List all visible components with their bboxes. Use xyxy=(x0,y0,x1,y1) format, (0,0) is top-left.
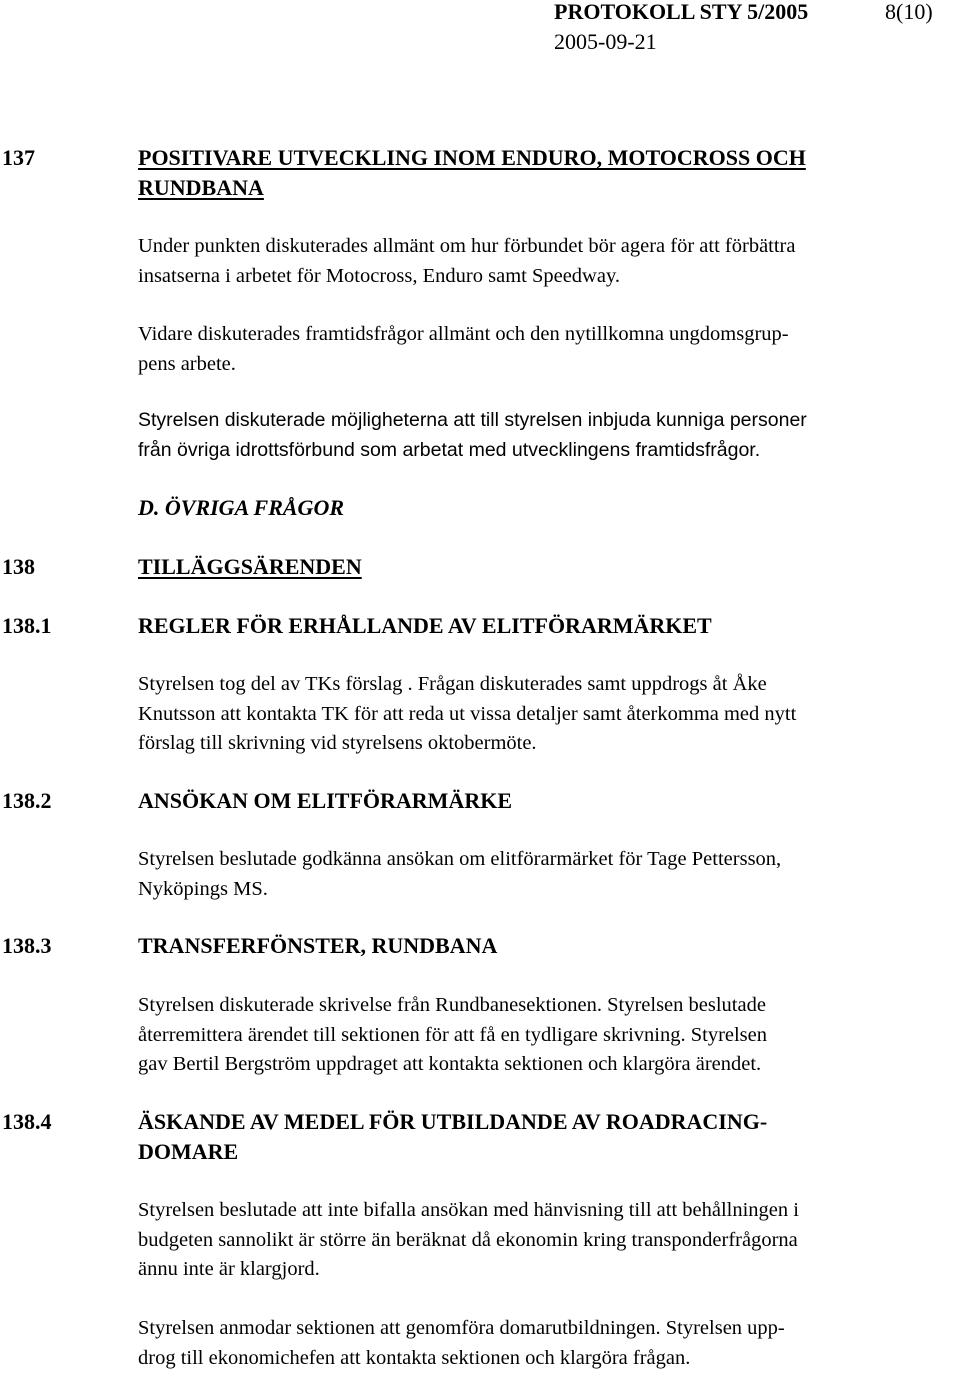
item-137-paragraph-2 xyxy=(138,320,958,379)
item-number-138: 138 xyxy=(2,554,35,580)
item-138-4-paragraph-2 xyxy=(138,1314,958,1373)
item-number-138-4: 138.4 xyxy=(2,1109,52,1135)
text-line: Vidare diskuterades framtidsfrågor allmänt och den nytillkomna ungdomsgrup- xyxy=(138,320,958,350)
text-line: Styrelsen diskuterade möjligheterna att till styrelsen inbjuda kunniga personer xyxy=(138,406,958,436)
item-138-1-paragraph xyxy=(138,670,958,759)
item-138-2-paragraph xyxy=(138,845,958,904)
document-date: 2005-09-21 xyxy=(554,29,657,55)
document-title: PROTOKOLL STY 5/2005 xyxy=(554,0,808,25)
text-line: förslag till skrivning vid styrelsens oktobermöte. xyxy=(138,729,958,759)
text-line: Styrelsen beslutade godkänna ansökan om elitförarmärket för Tage Pettersson, xyxy=(138,845,958,875)
item-138-3-title: TRANSFERFÖNSTER, RUNDBANA xyxy=(138,933,497,959)
item-138-2-title: ANSÖKAN OM ELITFÖRARMÄRKE xyxy=(138,788,512,814)
item-number-138-2: 138.2 xyxy=(2,788,52,814)
item-138-3-paragraph xyxy=(138,991,958,1080)
item-137-title-line-2: RUNDBANA xyxy=(138,175,264,201)
item-number-138-3: 138.3 xyxy=(2,933,52,959)
text-line: återremittera ärendet till sektionen för att få en tydligare skrivning. Styrelsen xyxy=(138,1021,958,1051)
item-number-137: 137 xyxy=(2,145,35,171)
text-line: insatserna i arbetet för Motocross, Enduro samt Speedway. xyxy=(138,262,958,292)
item-137-title-line-1: POSITIVARE UTVECKLING INOM ENDURO, MOTOCROSS OCH xyxy=(138,145,806,171)
text-line: gav Bertil Bergström uppdraget att kontakta sektionen och klargöra ärendet. xyxy=(138,1050,958,1080)
text-line: drog till ekonomichefen att kontakta sektionen och klargöra frågan. xyxy=(138,1344,958,1373)
text-line: ännu inte är klargjord. xyxy=(138,1255,958,1285)
text-line: Knutsson att kontakta TK för att reda ut vissa detaljer samt återkomma med nytt xyxy=(138,700,958,730)
text-line: Styrelsen diskuterade skrivelse från Rundbanesektionen. Styrelsen beslutade xyxy=(138,991,958,1021)
item-138-1-title: REGLER FÖR ERHÅLLANDE AV ELITFÖRARMÄRKET xyxy=(138,613,712,639)
page-number: 8(10) xyxy=(885,0,933,25)
item-number-138-1: 138.1 xyxy=(2,613,52,639)
text-line: budgeten sannolikt är större än beräknat då ekonomin kring transponderfrågorna xyxy=(138,1226,958,1256)
text-line: Styrelsen tog del av TKs förslag . Frågan diskuterades samt uppdrogs åt Åke xyxy=(138,670,958,700)
text-line: från övriga idrottsförbund som arbetat med utvecklingens framtidsfrågor. xyxy=(138,436,958,466)
section-d-heading: D. ÖVRIGA FRÅGOR xyxy=(138,495,344,521)
item-137-paragraph-1 xyxy=(138,232,958,291)
text-line: Under punkten diskuterades allmänt om hur förbundet bör agera för att förbättra xyxy=(138,232,958,262)
text-line: Nyköpings MS. xyxy=(138,875,958,905)
text-line: pens arbete. xyxy=(138,350,958,380)
item-138-4-title-line-2: DOMARE xyxy=(138,1139,238,1165)
item-137-paragraph-3 xyxy=(138,406,958,465)
text-line: Styrelsen anmodar sektionen att genomföra domarutbildningen. Styrelsen upp- xyxy=(138,1314,958,1344)
item-138-4-paragraph-1 xyxy=(138,1196,958,1285)
item-138-title: TILLÄGGSÄRENDEN xyxy=(138,554,362,580)
text-line: Styrelsen beslutade att inte bifalla ansökan med hänvisning till att behållningen i xyxy=(138,1196,958,1226)
item-138-4-title-line-1: ÄSKANDE AV MEDEL FÖR UTBILDANDE AV ROADRACING- xyxy=(138,1109,767,1135)
